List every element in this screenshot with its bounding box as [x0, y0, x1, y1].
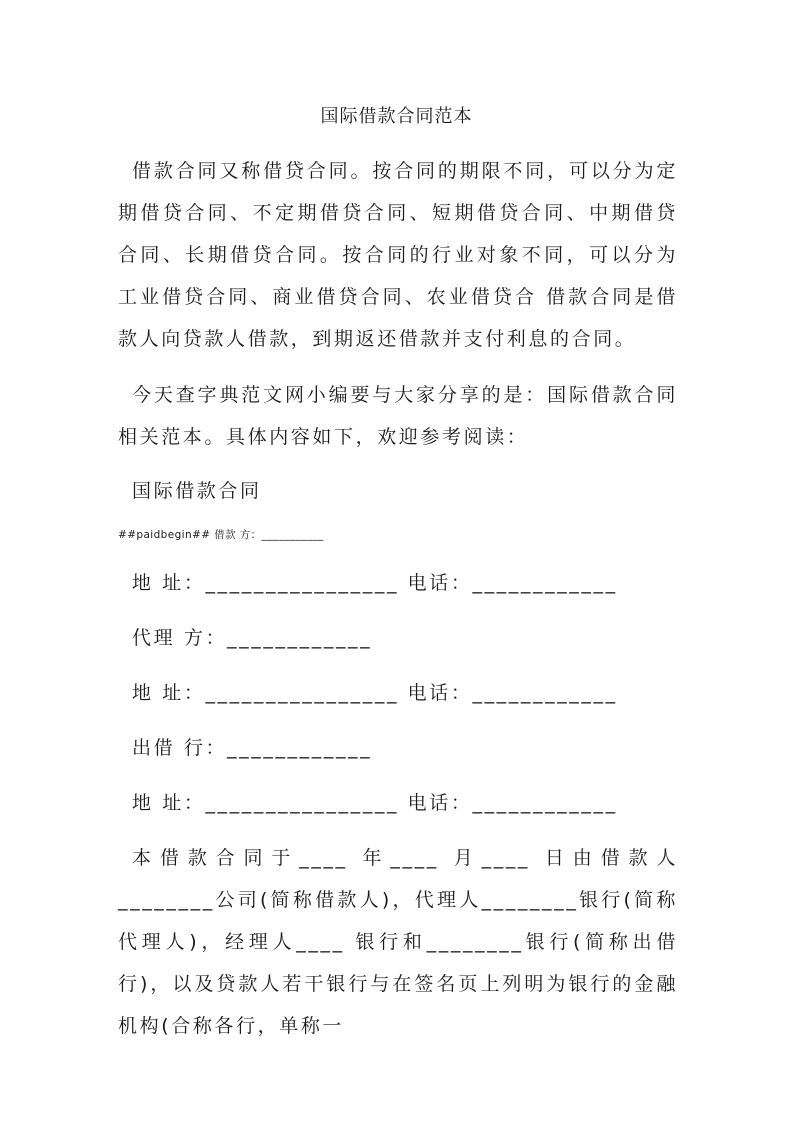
agent-address-phone-line: 地 址：________________ 电话：____________	[132, 682, 618, 704]
share-paragraph: 今天查字典范文网小编要与大家分享的是：国际借款合同相关范本。具体内容如下，欢迎参考阅读：	[118, 384, 678, 448]
borrower-address-phone-line: 地 址：________________ 电话：____________	[132, 572, 618, 594]
contract-heading: 国际借款合同	[132, 480, 262, 502]
agreement-paragraph: 本借款合同于____ 年____ 月____ 日由借款人________公司(简称借款人)，代理人________银行(简称代理人)，经理人____ 银行和________银行(简称出借行)，以及贷款人若干银行与在签名页上列明为银行的金融机构(合称各行，单称一	[118, 847, 678, 1037]
agent-line: 代理 方：____________	[132, 627, 373, 649]
lender-bank-line: 出借 行：____________	[132, 737, 373, 759]
intro-paragraph: 借款合同又称借贷合同。按合同的期限不同，可以分为定期借贷合同、不定期借贷合同、短期借贷合同、中期借贷合同、长期借贷合同。按合同的行业对象不同，可以分为工业借贷合同、商业借贷合同、农业借贷合 借款合同是借款人向贷款人借款，到期返还借款并支付利息的合同。	[118, 160, 678, 350]
paid-marker-borrower-line: ##paidbegin## 借款 方：___________	[118, 529, 324, 541]
document-title: 国际借款合同范本	[320, 106, 473, 127]
lender-address-phone-line: 地 址：________________ 电话：____________	[132, 792, 618, 814]
